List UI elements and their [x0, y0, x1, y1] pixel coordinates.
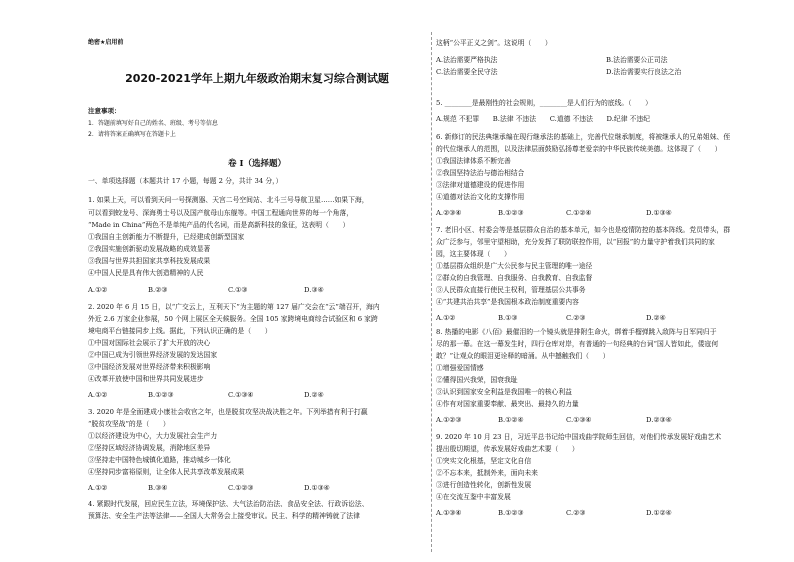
statement-line: ③我国与世界共担国家共享科技发展成果: [88, 257, 211, 265]
statement-line: ②中国已成为引领世界经济发展的发达国家: [88, 351, 218, 359]
question-line: 7. 老旧小区、村委会等是基层群众自治的基本单元，如今也是疫情防控的基本阵线。党员带头，群: [436, 226, 731, 234]
option-b[interactable]: B.①②③: [498, 509, 524, 517]
option-c[interactable]: C.①③: [228, 286, 248, 294]
question-line: 5. ________是最刚性的社会规则，________是人们行为的底线。（ ）: [436, 99, 652, 107]
option-c[interactable]: C.①②③: [228, 484, 254, 492]
question-line: 的代位继承人的范围，以及法律层面鼓励弘扬尊老爱亲的中华民族传统美德。这体现了（ ）: [436, 145, 722, 153]
option-c[interactable]: C.②③: [566, 509, 586, 517]
statement-line: ③进行创造性转化，创新性发展: [436, 481, 532, 489]
statement-line: ①突实文化根基，坚定文化自信: [436, 457, 532, 465]
option-a[interactable]: A.①②: [88, 286, 108, 294]
option-a[interactable]: A.①②: [88, 484, 108, 492]
question-line: 9. 2020 年 10 月 23 日，习近平总书记给中国戏曲学院师生回信，对他们传承发展好戏曲艺术: [436, 433, 722, 441]
option-a[interactable]: A.法治需要严格执法: [436, 56, 498, 64]
statement-line: ①以经济建设为中心，大力发展社会生产力: [88, 432, 218, 440]
statement-line: ③人民群众直接行使民主权利，管理基层公共事务: [436, 286, 586, 294]
question-line: 8. 热播的电影《八佰》最催泪的一个镜头就是排附生命火，绑着手榴弹跳入敌阵与日军同归于: [436, 328, 717, 336]
statement-line: ④“共建共治共享”是我国根本政治制度重要内容: [436, 298, 579, 306]
column-divider: [431, 32, 432, 552]
option-b[interactable]: B.①③: [498, 314, 518, 322]
option-b[interactable]: B.②③: [148, 286, 168, 294]
option-b[interactable]: B.①②③: [148, 391, 174, 399]
statement-line: ②我国实施创新驱动发展战略的成效显著: [88, 245, 211, 253]
statement-line: ②懂得国兴我荣，国衰我耻: [436, 376, 518, 384]
question-line: 境电商平台链接同步上线。据此，下列认识正确的是（ ）: [88, 327, 272, 335]
question-line: 尽的那一幕。在这一幕发生时，四行仓库对岸，有普通的一句经典的台词“国人皆如此，倭寇何: [436, 340, 719, 348]
option-c[interactable]: C.①③④: [228, 391, 254, 399]
statement-line: ④改革开放使中国和世界共同发展进步: [88, 375, 204, 383]
statement-line: ①增强爱国情感: [436, 364, 484, 372]
statement-line: ④作有对国家重要奉献、最突出、最持久的力量: [436, 400, 579, 408]
question-line: “脱贫攻坚战”的是（ ）: [88, 420, 170, 428]
option-a[interactable]: A.②③④: [436, 209, 462, 217]
statement-line: ①中国对国际社会展示了扩大开放的决心: [88, 339, 211, 347]
statement-line: ②我国坚持法治与德治相结合: [436, 169, 525, 177]
statement-line: ②群众的自我管理、自我服务、自我教育、自我监督: [436, 274, 593, 282]
option-c[interactable]: C.①③④: [566, 416, 592, 424]
question-line: 6. 新修订的民法典继承编在现行继承法的基础上，完善代位继承制度，将被继承人的兄弟姐妹、侄: [436, 133, 731, 141]
statement-line: ④坚持同步富裕原则，让全体人民共享改革发展成果: [88, 468, 245, 476]
question-line: 外近 2.6 万家企业参展，50 个网上展区全天候服务。全国 105 家跨境电商综合试验区和 6 家跨: [88, 315, 378, 323]
statement-line: ③认识到国家安全利益是我国唯一的核心利益: [436, 388, 572, 396]
option-c[interactable]: C.②③: [566, 314, 586, 322]
question-line: 这柄“公平正义之剑”。这说明（ ）: [436, 39, 552, 47]
secret-mark: 绝密★启用前: [88, 39, 124, 46]
question-line: “Made in China”两色不是单纯产品的代名词，而是高新科技的象征，这表明（ ）: [88, 221, 350, 229]
option-b[interactable]: B.③④: [148, 484, 168, 492]
question-line: 众广泛参与，邻里守望相助，充分发挥了联防联控作用，以“回报”的力量守护着我们共同的家: [436, 238, 715, 246]
statement-line: ③法律对道德建设的促进作用: [436, 181, 525, 189]
notice-heading: 注意事项：: [88, 107, 121, 115]
statement-line: ②坚持区域经济协调发展，消除地区差异: [88, 444, 211, 452]
question-line: 1. 如果上天，可以看到天问一号探测器、天宫二号空间站、北斗三号导航卫星……如果下海，: [88, 196, 369, 204]
option-a[interactable]: A.①②: [436, 314, 456, 322]
option-d[interactable]: D.法治需要实行良法之治: [606, 68, 682, 76]
statement-line: ④道德对法治文化的支撑作用: [436, 193, 525, 201]
option-d[interactable]: D.②④: [304, 391, 324, 399]
option-d[interactable]: D.①②④: [646, 509, 672, 517]
notice-item: 2．请将答案正确填写在答题卡上: [88, 131, 176, 138]
statement-line: ③中国经济发展对世界经济带来积极影响: [88, 363, 211, 371]
option-b[interactable]: B.①②④: [498, 416, 524, 424]
option-c[interactable]: C.法治需要全民守法: [436, 68, 498, 76]
statement-line: ①我国自主创新能力不断提升，已经建成创新型国家: [88, 233, 245, 241]
statement-line: ③坚持走中国特色城镇化道路，推动城乡一体化: [88, 456, 231, 464]
option-b[interactable]: B.法治需要公正司法: [606, 56, 668, 64]
option-a[interactable]: A.①②: [88, 391, 108, 399]
option-c[interactable]: C.①②④: [566, 209, 592, 217]
notice-item: 1．答题前填写好自己的姓名、班级、考号等信息: [88, 120, 218, 127]
question-line: 3. 2020 年是全面建成小康社会收官之年，也是脱贫攻坚决战决胜之年。下列举措有利于打赢: [88, 408, 368, 416]
question-line: 2. 2020 年 6 月 15 日，以“广交云上，互利天下”为主题的第 127 届广交会在“云”端召开，海内: [88, 303, 380, 311]
option-d[interactable]: D.②③④: [646, 416, 672, 424]
question-line: 预算法、安全生产法等法律——全国人大常务会上接受审议。民主、科学的精神铸就了法律: [88, 512, 360, 520]
question-line: 园，这主要体现（ ）: [436, 250, 511, 258]
question-line: 4. 紧跟时代发展，回应民生立法，环境保护法、大气法治防治法、食品安全法、行政诉讼法、: [88, 500, 369, 508]
option-a[interactable]: A.①③④: [436, 509, 462, 517]
section-heading: 一、单项选择题（本题共计 17 小题，每题 2 分，共计 34 分，）: [88, 177, 283, 185]
option-d[interactable]: D.①③④: [646, 209, 672, 217]
volume-title: 卷 I（选择题）: [228, 159, 286, 169]
option-a[interactable]: A.①②③: [436, 416, 462, 424]
statement-line: ②不忘本来，抵制外来，面向未来: [436, 469, 538, 477]
option-d[interactable]: D.②④: [646, 314, 666, 322]
statement-line: ④中国人民是具有伟大创造精神的人民: [88, 269, 204, 277]
statement-line: ④在交流互鉴中丰富发展: [436, 493, 511, 501]
option-b[interactable]: B.①②③: [498, 209, 524, 217]
answer-options[interactable]: A.规范 不犯罪 B.法律 不违法 C.道德 不违法 D.纪律 不违纪: [436, 115, 651, 123]
exam-title: 2020-2021学年上期九年级政治期末复习综合测试题: [125, 72, 389, 85]
option-d[interactable]: D.③④: [304, 286, 324, 294]
question-line: 提出殷切期望，传承发展好戏曲艺术要（ ）: [436, 445, 579, 453]
statement-line: ①我国法律体系不断完善: [436, 157, 511, 165]
statement-line: ①基层群众组织是广大公民参与民主管理的唯一途径: [436, 262, 593, 270]
question-line: 可以看到蛟龙号、深海勇士号以及国产航母山东舰等。中国工程通向世界的每一个角落，: [88, 209, 354, 217]
question-line: 敢？”让观众的眼泪更诠释的暗涌。从中撼触我们（ ）: [436, 352, 610, 360]
option-d[interactable]: D.①③④: [304, 484, 330, 492]
